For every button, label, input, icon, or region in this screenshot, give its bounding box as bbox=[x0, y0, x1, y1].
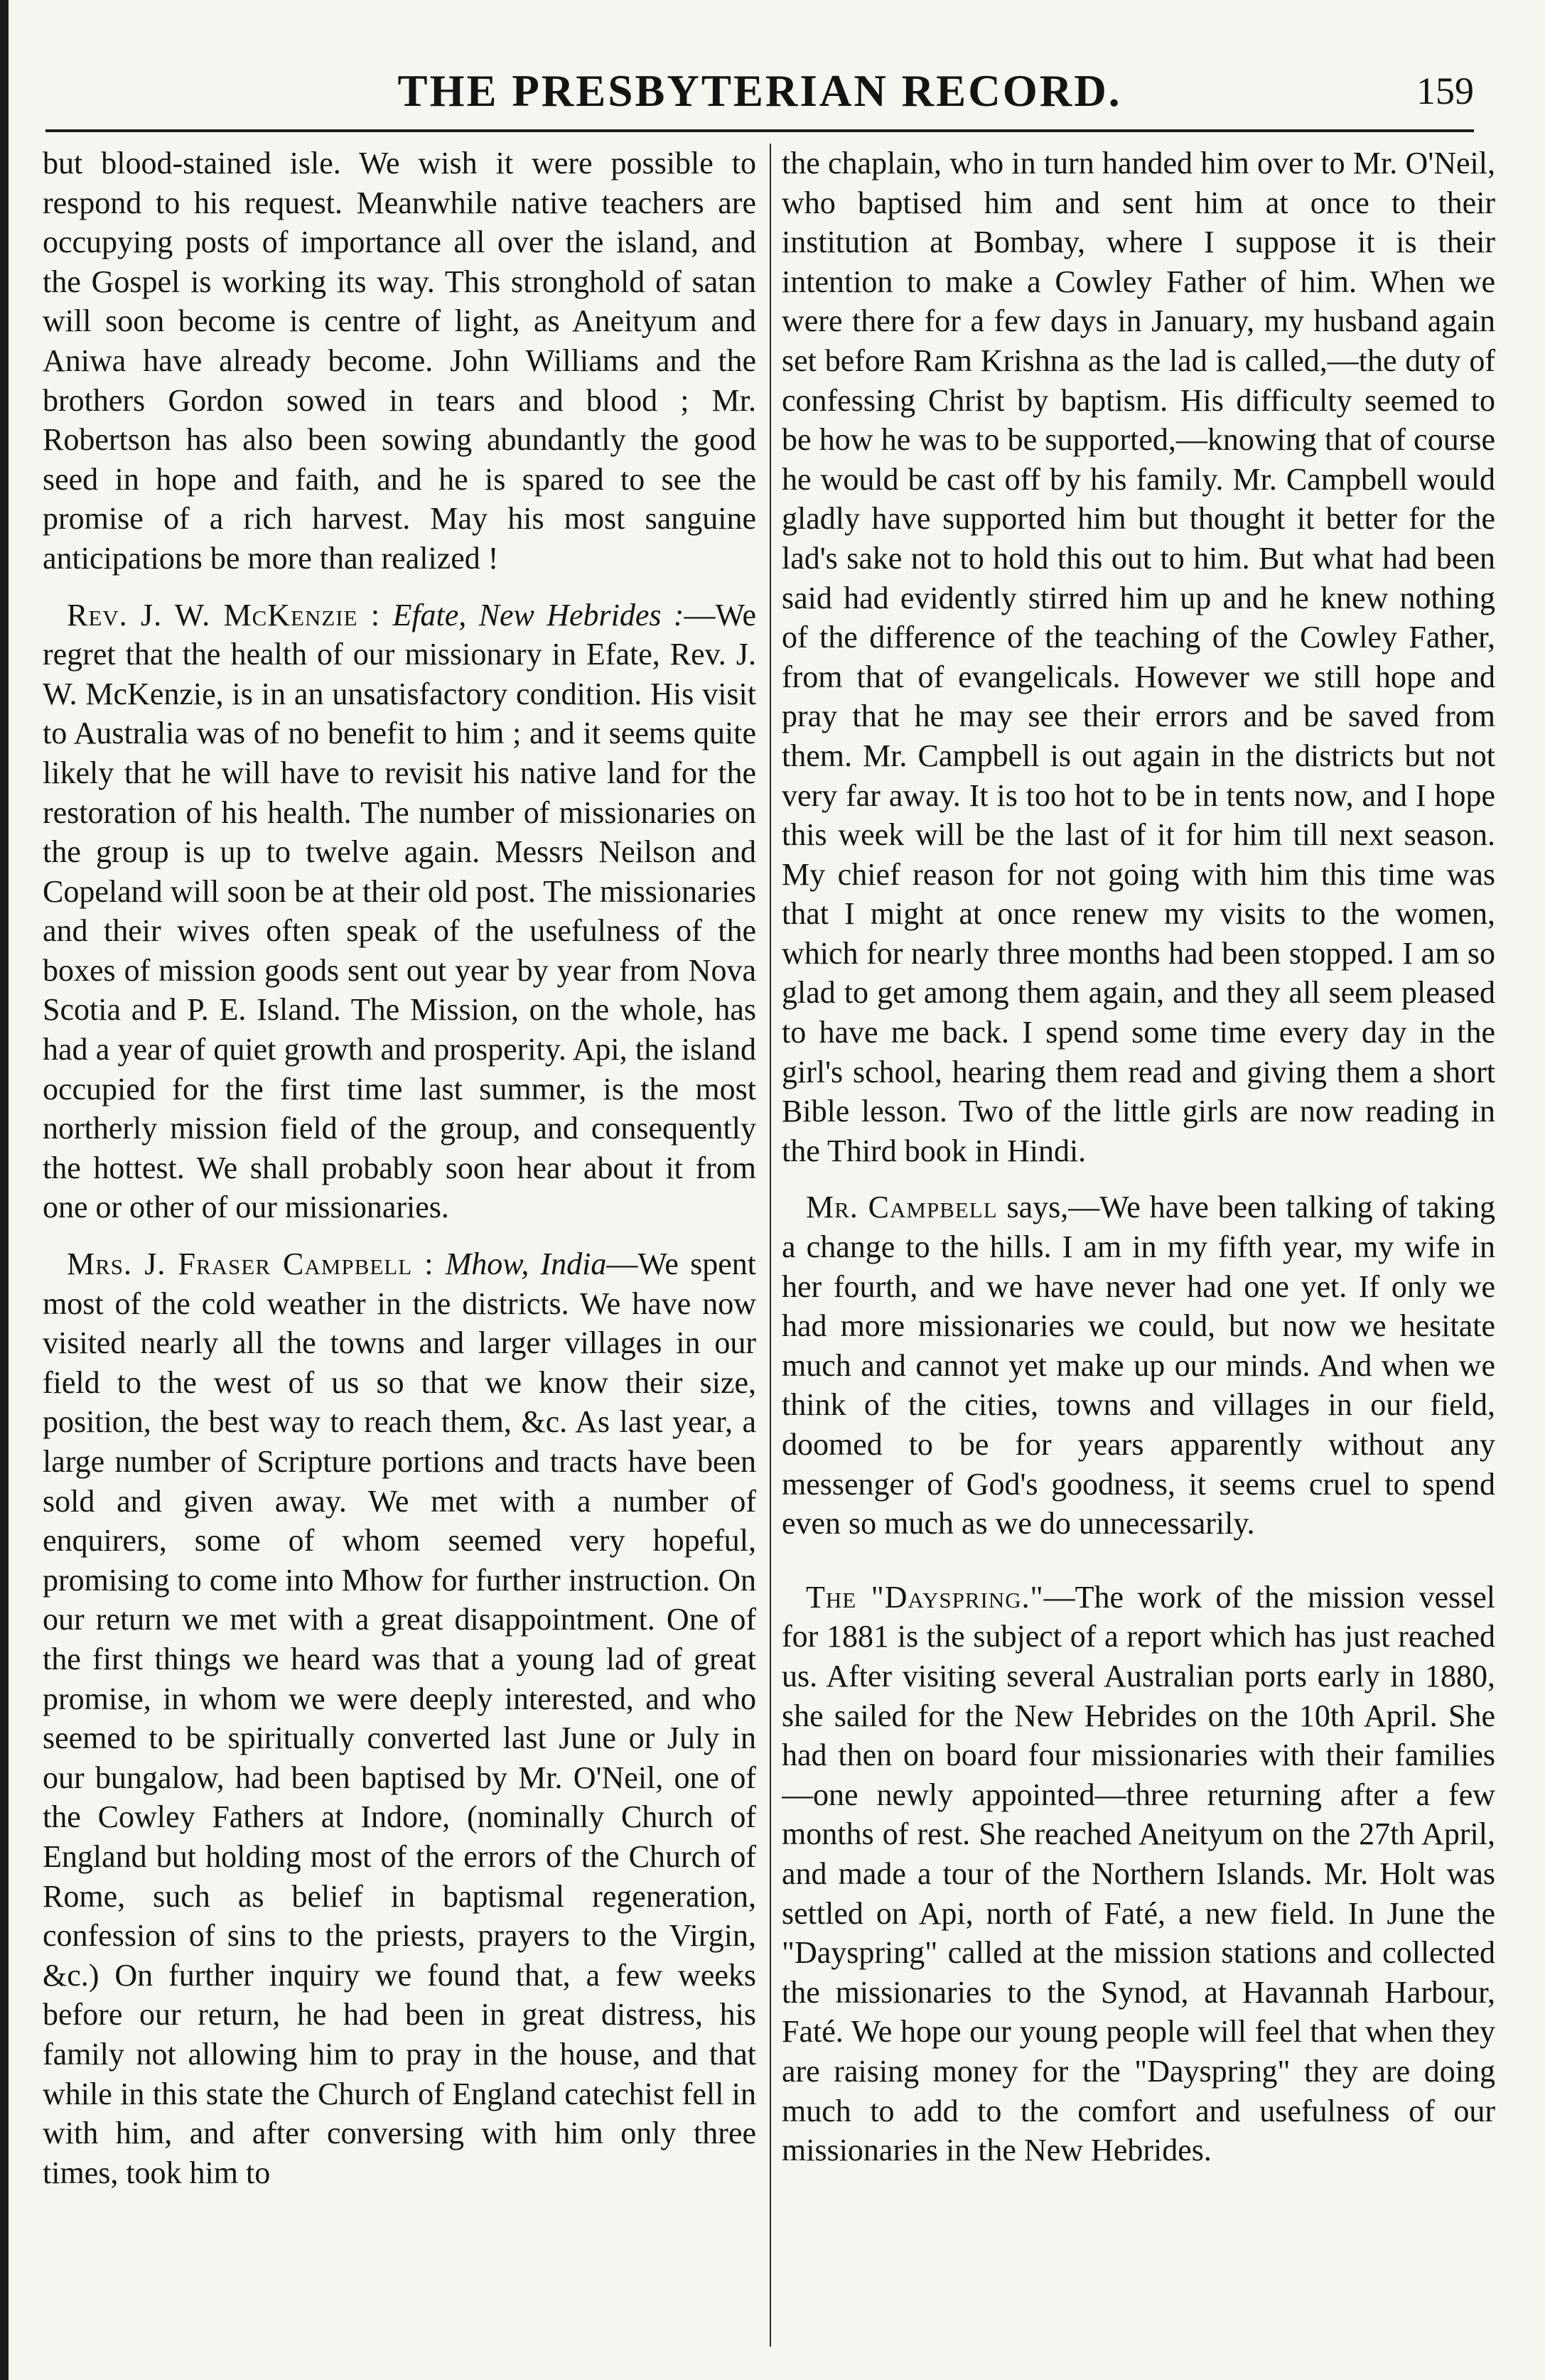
column-divider bbox=[770, 144, 771, 2347]
article-campbell-body: —We spent most of the cold weather in the districts. We have now visited nearly all the towns and larger villages in our field to the west of us so that we know their size, position, the best way to reach them, &c. As last year, a large number of Scripture portions and tracts have been sold and given away. We met with a number of enquirers, some of whom seemed very hopeful, promising to come into Mhow for further instruction. On our return we met with a great disappointment. One of the first things we heard was that a young lad of great promise, in whom we were deeply interested, and who seemed to be spiritually converted last June or July in our bungalow, had been baptised by Mr. O'Neil, one of the Cowley Fathers at Indore, (nominally Church of England but holding most of the errors of the Church of Rome, such as belief in baptismal regeneration, confession of sins to the priests, prayers to the Virgin, &c.) On further inquiry we found that, a few weeks before our return, he had been in great distress, his family not allowing him to pray in the house, and that while in this state the Church of England catechist fell in with him, and after conversing with him only three times, took him to bbox=[43, 1246, 756, 2190]
page-number: 159 bbox=[1416, 70, 1474, 112]
left-column bbox=[43, 144, 756, 2347]
article-mckenzie-place: Efate, New Hebrides : bbox=[392, 597, 684, 632]
article-robertson-continued: but blood-stained isle. We wish it were possible to respond to his request. Meanwhile native teachers are occupying posts of importance all over the island, and the Gospel is working its way. This stronghold of satan will soon become is centre of light, as Aneityum and Aniwa have already become. John Williams and the brothers Gordon sowed in tears and blood ; Mr. Robertson has also been sowing abundantly the good seed in hope and faith, and he is spared to see the promise of a rich harvest. May his most sanguine anticipations be more than realized ! bbox=[43, 146, 756, 576]
article-mr-campbell-name: Mr. Campbell bbox=[806, 1190, 998, 1225]
article-campbell-place: Mhow, India bbox=[445, 1246, 607, 1282]
right-column bbox=[782, 144, 1495, 2347]
article-dayspring bbox=[782, 1578, 1495, 2170]
article-mr-campbell bbox=[782, 1188, 1495, 1543]
article-dayspring-body: —The work of the mission vessel for 1881 is the subject of a report which has just reached us. After visiting several Australian ports early in 1880, she sailed for the New Hebrides on the 10th April. She had then on board four missionaries with their families—one newly appointed—three returning after a few months of rest. She reached Aneityum on the 27th April, and made a tour of the Northern Islands. Mr. Holt was settled on Api, north of Faté, a new field. In June the "Dayspring" called at the mission stations and collected the missionaries to the Synod, at Havannah Harbour, Faté. We hope our young people will feel that when they are raising money for the "Dayspring" they are doing much to add to the comfort and usefulness of our missionaries in the New Hebrides. bbox=[782, 1579, 1495, 2168]
header-rule bbox=[45, 129, 1474, 132]
running-title: THE PRESBYTERIAN RECORD. bbox=[397, 66, 1122, 116]
article-campbell-letter bbox=[43, 1244, 756, 2192]
article-dayspring-heading: The "Dayspring." bbox=[806, 1579, 1044, 1615]
article-campbell-continued: the chaplain, who in turn handed him over to Mr. O'Neil, who baptised him and sent him at once to their institution at Bombay, where I suppose it is their intention to make a Cowley Father of him. When we were there for a few days in January, my husband again set before Ram Krishna as the lad is called,—the duty of confessing Christ by baptism. His difficulty seemed to be how he was to be supported,—knowing that of course he would be cast off by his family. Mr. Campbell would gladly have supported him but thought it better for the lad's sake not to hold this out to him. But what had been said had evidently stirred him up and he knew nothing of the difference of the teaching of the Cowley Father, from that of evangelicals. However we still hope and pray that he may see their errors and be saved from them. Mr. Campbell is out again in the districts but not very far away. It is too hot to be in tents now, and I hope this week will be the last of it for him till next season. My chief reason for not going with him this time was that I might at once renew my visits to the women, which for nearly three months had been stopped. I am so glad to get among them again, and they all seem pleased to have me back. I spend some time every day in the girl's school, hearing them read and giving them a short Bible lesson. Two of the little girls are now reading in the Third book in Hindi. bbox=[782, 146, 1495, 1168]
article-mr-campbell-body: says,—We have been talking of taking a change to the hills. I am in my fifth year, my wife in her fourth, and we have never had one yet. If only we had more missionaries we could, but now we hesitate much and cannot yet make up our minds. And when we think of the cities, towns and villages in our field, doomed to be for years apparently without any messenger of God's goodness, it seems cruel to spend even so much as we do unnecessarily. bbox=[782, 1190, 1495, 1541]
article-campbell-name: Mrs. J. Fraser Campbell : bbox=[67, 1246, 434, 1282]
binding-edge bbox=[0, 0, 9, 2380]
article-mckenzie-name: Rev. J. W. McKenzie : bbox=[67, 597, 381, 632]
article-mckenzie-body: —We regret that the health of our missionary in Efate, Rev. J. W. McKenzie, is in an unsatisfactory condition. His visit to Australia was of no benefit to him ; and it seems quite likely that he will have to revisit his native land for the restoration of his health. The number of missionaries on the group is up to twelve again. Messrs Neilson and Copeland will soon be at their old post. The missionaries and their wives often speak of the usefulness of the boxes of mission goods sent out year by year from Nova Scotia and P. E. Island. The Mission, on the whole, has had a year of quiet growth and prosperity. Api, the island occupied for the first time last summer, is the most northerly mission field of the group, and consequently the hottest. We shall probably soon hear about it from one or other of our missionaries. bbox=[43, 597, 756, 1225]
article-mckenzie bbox=[43, 596, 756, 1228]
page-header bbox=[45, 63, 1474, 119]
